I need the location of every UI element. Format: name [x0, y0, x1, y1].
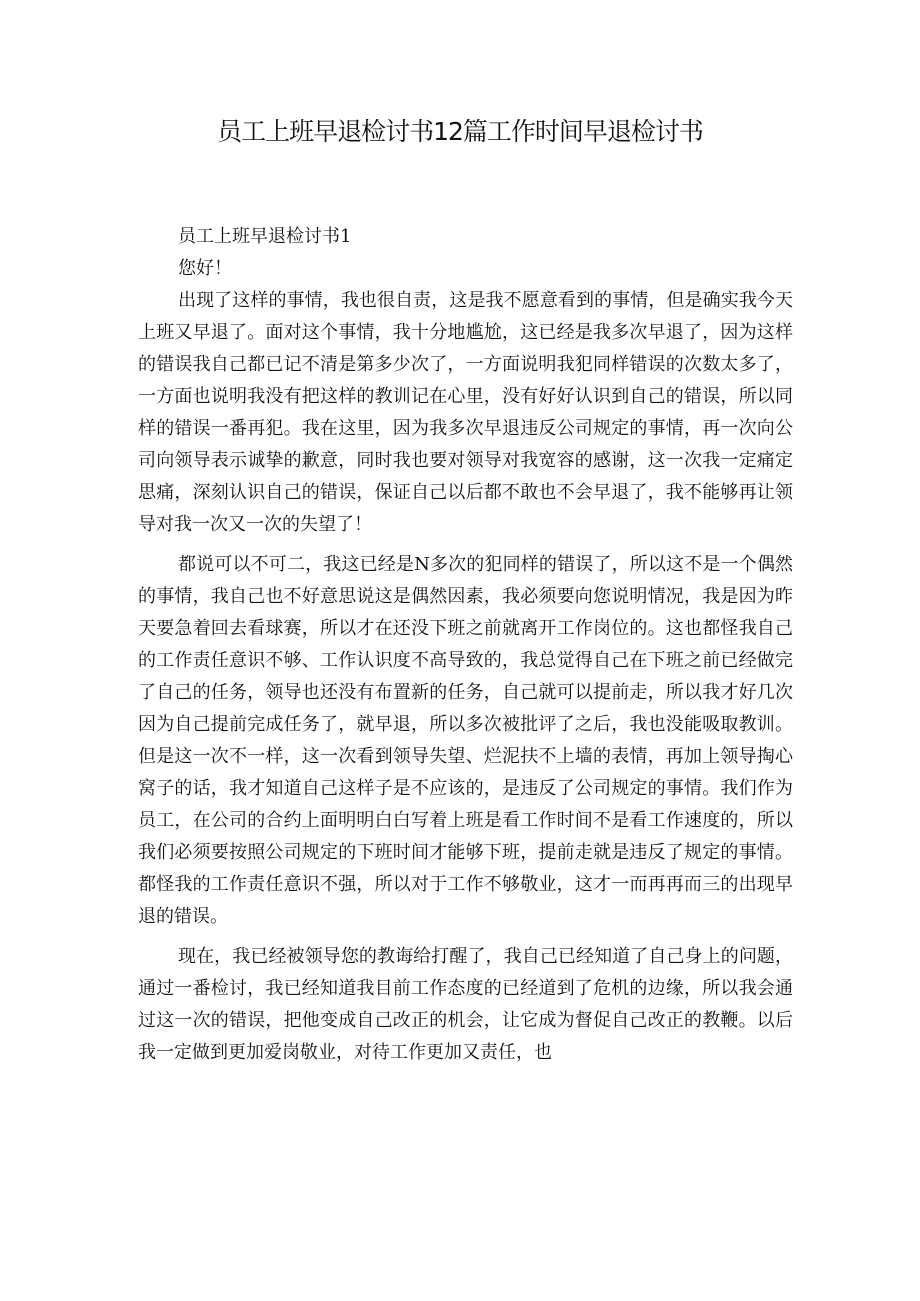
document-body	[138, 221, 793, 1077]
section-heading: 员工上班早退检讨书1	[178, 226, 352, 247]
paragraph-2: 都说可以不可二，我这已经是N多次的犯同样的错误了，所以这不是一个偶然的事情，我自己也不好意思说这是偶然因素，我必须要向您说明情况，我是因为昨天要急着回去看球赛，所以才在还没下班之前就离开工作岗位的。这也都怪我自己的工作责任意识不够、工作认识度不高导致的，我总觉得自己在下班之前已经做完了自己的任务，领导也还没有布置新的任务，自己就可以提前走，所以我才好几次因为自己提前完成任务了，就早退，所以多次被批评了之后，我也没能吸取教训。但是这一次不一样，这一次看到领导失望、烂泥扶不上墙的表情，再加上领导掏心窝子的话，我才知道自己这样子是不应该的，是违反了公司规定的事情。我们作为员工，在公司的合约上面明明白白写着上班是看工作时间不是看工作速度的，所以我们必须要按照公司规定的下班时间才能够下班，提前走就是违反了规定的事情。都怪我的工作责任意识不强，所以对于工作不够敬业，这才一而再再而三的出现早退的错误。	[138, 554, 793, 927]
greeting: 您好！	[178, 258, 232, 279]
paragraph-1: 出现了这样的事情，我也很自责，这是我不愿意看到的事情，但是确实我今天上班又早退了。面对这个事情，我十分地尴尬，这已经是我多次早退了，因为这样的错误我自己都已记不清是第多少次了，一方面说明我犯同样错误的次数太多了，一方面也说明我没有把这样的教训记在心里，没有好好认识到自己的错误，所以同样的错误一番再犯。我在这里，因为我多次早退违反公司规定的事情，再一次向公司向领导表示诚挚的歉意，同时我也要对领导对我宽容的感谢，这一次我一定痛定思痛，深刻认识自己的错误，保证自己以后都不敢也不会早退了，我不能够再让领导对我一次又一次的失望了！	[138, 290, 793, 535]
paragraph-3: 现在，我已经被领导您的教诲给打醒了，我自己已经知道了自己身上的问题，通过一番检讨，我已经知道我目前工作态度的已经道到了危机的边缘，所以我会通过这一次的错误，把他变成自己改正的机会，让它成为督促自己改正的教鞭。以后我一定做到更加爱岗敬业，对待工作更加又责任，也	[138, 946, 793, 1063]
document-title: 员工上班早退检讨书12篇工作时间早退检讨书	[217, 117, 703, 146]
